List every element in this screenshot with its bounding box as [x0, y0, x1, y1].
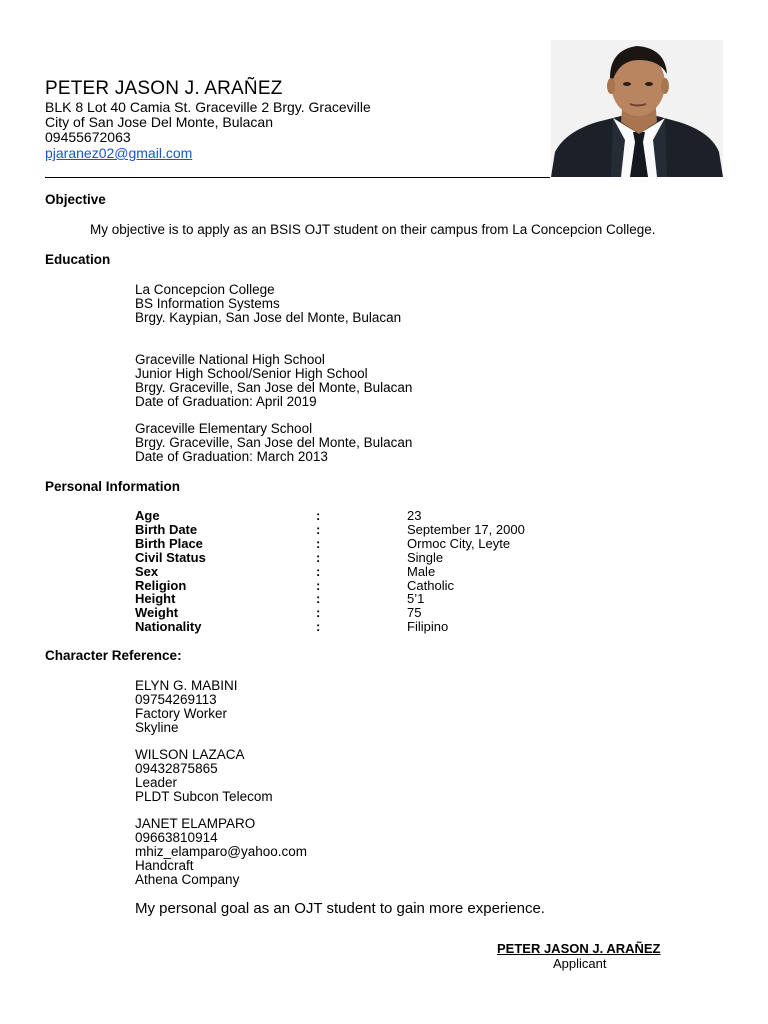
phone-number: 09455672063	[45, 129, 131, 145]
reference-position: Leader	[135, 775, 178, 790]
education-entry-high-school	[135, 353, 412, 409]
field-value: Filipino	[407, 619, 449, 634]
applicant-photo	[551, 40, 723, 177]
reference-entry-2	[135, 748, 273, 804]
address-line-2: City of San Jose Del Monte, Bulacan	[45, 114, 274, 130]
degree: BS Information Systems	[135, 296, 280, 311]
reference-email: mhiz_elamparo@yahoo.com	[135, 844, 308, 859]
field-separator: :	[316, 536, 321, 551]
reference-name: JANET ELAMPARO	[135, 816, 256, 831]
reference-name: ELYN G. MABINI	[135, 678, 238, 693]
personal-row-weight	[135, 606, 555, 620]
field-label: Civil Status	[135, 550, 206, 565]
personal-goal: My personal goal as an OJT student to gain more experience.	[135, 900, 545, 917]
objective-heading: Objective	[45, 192, 106, 207]
reference-name: WILSON LAZACA	[135, 747, 245, 762]
reference-entry-3	[135, 817, 307, 887]
personal-row-nationality	[135, 620, 555, 634]
personal-info-heading: Personal Information	[45, 479, 181, 494]
objective-text: My objective is to apply as an BSIS OJT student on their campus from La Concepcion College.	[90, 222, 656, 237]
field-value: Ormoc City, Leyte	[407, 536, 511, 551]
school-name: Graceville National High School	[135, 352, 325, 367]
email-link[interactable]: pjaranez02@gmail.com	[45, 145, 193, 161]
reference-company: Skyline	[135, 720, 179, 735]
field-value: 75	[407, 605, 422, 620]
reference-entry-1	[135, 679, 238, 735]
field-label: Birth Date	[135, 522, 198, 537]
field-separator: :	[316, 578, 321, 593]
field-separator: :	[316, 550, 321, 565]
personal-row-civil-status	[135, 551, 555, 565]
personal-row-religion	[135, 579, 555, 593]
education-entry-elementary	[135, 422, 412, 464]
personal-row-birth-date	[135, 523, 555, 537]
field-value: Male	[407, 564, 436, 579]
personal-row-birth-place	[135, 537, 555, 551]
field-value: 23	[407, 508, 422, 523]
personal-row-sex	[135, 565, 555, 579]
school-name: Graceville Elementary School	[135, 421, 313, 436]
signature-name: PETER JASON J. ARAÑEZ	[497, 941, 661, 956]
graduation-date: Date of Graduation: April 2019	[135, 394, 317, 409]
signature-role: Applicant	[553, 956, 607, 971]
applicant-name: PETER JASON J. ARAÑEZ	[45, 78, 283, 99]
reference-phone: 09663810914	[135, 830, 218, 845]
address-line-1: BLK 8 Lot 40 Camia St. Graceville 2 Brgy. Graceville	[45, 99, 371, 115]
field-label: Age	[135, 508, 160, 523]
field-separator: :	[316, 522, 321, 537]
field-value: Single	[407, 550, 444, 565]
portrait-image	[551, 40, 723, 177]
reference-phone: 09754269113	[135, 692, 217, 707]
field-separator: :	[316, 605, 321, 620]
graduation-date: Date of Graduation: March 2013	[135, 449, 328, 464]
field-label: Nationality	[135, 619, 202, 634]
reference-phone: 09432875865	[135, 761, 218, 776]
personal-row-height	[135, 592, 555, 606]
school-name: La Concepcion College	[135, 282, 275, 297]
school-address: Brgy. Graceville, San Jose del Monte, Bulacan	[135, 380, 413, 395]
reference-company: PLDT Subcon Telecom	[135, 789, 273, 804]
field-label: Sex	[135, 564, 159, 579]
school-address: Brgy. Kaypian, San Jose del Monte, Bulacan	[135, 310, 402, 325]
field-label: Religion	[135, 578, 187, 593]
references-heading: Character Reference:	[45, 648, 182, 663]
reference-position: Factory Worker	[135, 706, 228, 721]
education-entry-college	[135, 283, 401, 325]
field-value: 5’1	[407, 591, 425, 606]
personal-row-age	[135, 509, 555, 523]
reference-position: Handcraft	[135, 858, 194, 873]
school-address: Brgy. Graceville, San Jose del Monte, Bulacan	[135, 435, 413, 450]
field-label: Height	[135, 591, 176, 606]
field-value: September 17, 2000	[407, 522, 525, 537]
field-separator: :	[316, 619, 321, 634]
school-level: Junior High School/Senior High School	[135, 366, 368, 381]
field-separator: :	[316, 508, 321, 523]
field-separator: :	[316, 591, 321, 606]
field-separator: :	[316, 564, 321, 579]
education-heading: Education	[45, 252, 111, 267]
field-label: Birth Place	[135, 536, 203, 551]
header-divider	[45, 177, 550, 178]
reference-company: Athena Company	[135, 872, 240, 887]
field-value: Catholic	[407, 578, 454, 593]
field-label: Weight	[135, 605, 179, 620]
